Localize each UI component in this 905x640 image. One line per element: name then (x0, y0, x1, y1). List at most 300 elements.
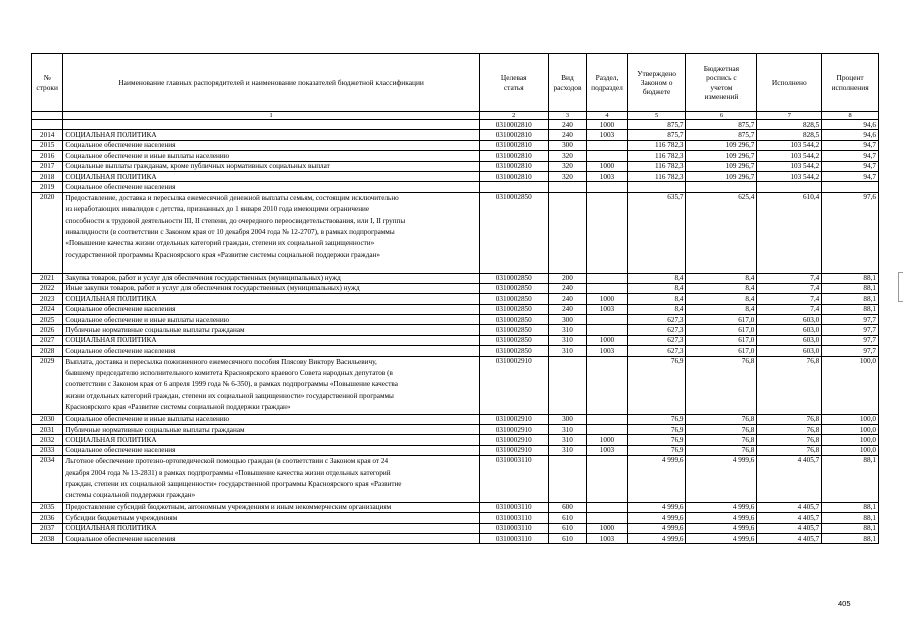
section-code: 1003 (587, 171, 628, 181)
target-article: 0310003110 (479, 502, 548, 512)
approved-amount: 8,4 (627, 304, 686, 314)
expense-type: 240 (548, 294, 587, 304)
execution-percent: 88,1 (822, 534, 879, 544)
executed-amount: 76,8 (757, 414, 822, 424)
table-row (32, 304, 879, 314)
header-line: бюджете (642, 87, 671, 97)
row-number: 2025 (32, 315, 63, 325)
header-line: Наименование главных распорядителей и наименование показателей бюджетной классификации (118, 77, 424, 87)
row-number: 2018 (32, 171, 63, 181)
approved-amount: 76,9 (627, 435, 686, 445)
row-number: 2016 (32, 151, 63, 161)
approved-amount: 627,3 (627, 346, 686, 356)
row-number: 2022 (32, 283, 63, 293)
target-article: 0310002850 (479, 315, 548, 325)
header-row-number (32, 54, 63, 112)
section-code (587, 414, 628, 424)
approved-amount: 875,7 (627, 130, 686, 140)
row-number: 2027 (32, 335, 63, 345)
table-row (32, 273, 879, 283)
row-number: 2026 (32, 325, 63, 335)
expense-type: 600 (548, 502, 587, 512)
target-article: 0310002810 (479, 140, 548, 150)
approved-amount: 8,4 (627, 294, 686, 304)
row-description: Социальное обеспечение и иные выплаты населению (63, 151, 479, 161)
execution-percent: 97,7 (822, 325, 879, 335)
schedule-amount: 76,8 (686, 356, 757, 414)
target-article (479, 182, 548, 192)
column-number: 1 (63, 112, 479, 120)
approved-amount: 116 782,3 (627, 171, 686, 181)
target-article: 0310003110 (479, 523, 548, 533)
row-description (63, 192, 479, 273)
execution-percent: 100,0 (822, 356, 879, 414)
schedule-amount (686, 182, 757, 192)
execution-percent: 94,7 (822, 151, 879, 161)
table-body (32, 120, 879, 544)
table-row (32, 140, 879, 150)
target-article: 0310002910 (479, 435, 548, 445)
approved-amount: 627,3 (627, 315, 686, 325)
target-article: 0310002850 (479, 304, 548, 314)
executed-amount: 603,0 (757, 325, 822, 335)
header-section (587, 54, 628, 112)
target-article: 0310003110 (479, 513, 548, 523)
section-code: 1000 (587, 335, 628, 345)
schedule-amount: 4 999,6 (686, 502, 757, 512)
row-description: Социальные выплаты гражданам, кроме публичных нормативных социальных выплат (63, 161, 479, 171)
target-article: 0310002810 (479, 161, 548, 171)
table-row (32, 130, 879, 140)
row-number: 2019 (32, 182, 63, 192)
row-number: 2031 (32, 425, 63, 435)
row-description (63, 456, 479, 503)
executed-amount: 103 544,2 (757, 151, 822, 161)
row-number: 2015 (32, 140, 63, 150)
column-number: 8 (822, 112, 879, 120)
row-description: Социальное обеспечение населения (63, 346, 479, 356)
description-line: декабря 2004 года № 13-2831) в рамках подпрограммы «Повышение качества жизни отдельных категорий (65, 468, 391, 477)
table-row (32, 534, 879, 544)
row-description: Иные закупки товаров, работ и услуг для обеспечения государственных (муниципальных) нужд (63, 283, 479, 293)
schedule-amount: 76,8 (686, 435, 757, 445)
row-number (32, 120, 63, 130)
execution-percent: 100,0 (822, 435, 879, 445)
table-row (32, 283, 879, 293)
executed-amount: 4 405,7 (757, 456, 822, 503)
section-code (587, 283, 628, 293)
execution-percent: 97,7 (822, 346, 879, 356)
row-description: Предоставление субсидий бюджетным, автономным учреждениям и иным некоммерческим организациям (63, 502, 479, 512)
approved-amount: 76,9 (627, 414, 686, 424)
row-description: Социальное обеспечение населения (63, 304, 479, 314)
executed-amount: 610,4 (757, 192, 822, 273)
table-row (32, 294, 879, 304)
header-line: Процент (836, 73, 864, 83)
description-line: государственной программы Красноярского края «Развитие системы социальной поддержки граждан» (65, 250, 380, 259)
row-description: Публичные нормативные социальные выплаты гражданам (63, 325, 479, 335)
target-article: 0310002910 (479, 356, 548, 414)
description-line: Красноярского края «Развитие системы социальной поддержки граждан» (65, 403, 291, 412)
target-article: 0310002850 (479, 325, 548, 335)
approved-amount: 116 782,3 (627, 140, 686, 150)
header-line: расходов (553, 82, 582, 92)
table-row (32, 161, 879, 171)
execution-percent: 97,7 (822, 335, 879, 345)
section-code (587, 151, 628, 161)
table-row (32, 502, 879, 512)
header-approved (627, 54, 686, 112)
row-description: СОЦИАЛЬНАЯ ПОЛИТИКА (63, 435, 479, 445)
section-code: 1000 (587, 523, 628, 533)
expense-type: 320 (548, 161, 587, 171)
row-description: Социальное обеспечение и иные выплаты населению (63, 315, 479, 325)
row-number: 2032 (32, 435, 63, 445)
section-code (587, 273, 628, 283)
description-line: Выплата, доставка и пересылка пожизненного ежемесячного пособия Плясову Виктору Васильевичу, (65, 357, 377, 366)
execution-percent (822, 182, 879, 192)
header-line: Вид (561, 73, 574, 83)
approved-amount: 4 999,6 (627, 502, 686, 512)
target-article: 0310003110 (479, 534, 548, 544)
target-article: 0310002910 (479, 445, 548, 455)
row-description: Закупка товаров, работ и услуг для обеспечения государственных (муниципальных) нужд (63, 273, 479, 283)
execution-percent: 94,7 (822, 140, 879, 150)
target-article: 0310002850 (479, 273, 548, 283)
row-number: 2033 (32, 445, 63, 455)
description-line: Льготное обеспечение протезно-ортопедической помощью граждан (в соответствии с Законом края от 24 (65, 457, 389, 466)
target-article: 0310002810 (479, 130, 548, 140)
row-description: Социальное обеспечение населения (63, 182, 479, 192)
approved-amount: 8,4 (627, 283, 686, 293)
description-line: «Повышение качества жизни отдельных категорий граждан, степени их социальной защищенности» (65, 239, 375, 248)
description-line: Предоставление, доставка и пересылка ежемесячной денежной выплаты семьям, состоящим исключительно (65, 193, 399, 202)
execution-percent: 94,6 (822, 130, 879, 140)
header-line: роспись с (706, 73, 737, 83)
section-code (587, 456, 628, 503)
executed-amount: 103 544,2 (757, 140, 822, 150)
header-line: Бюджетная (703, 64, 740, 73)
page-number: 405 (838, 599, 851, 608)
row-description: Субсидии бюджетным учреждениям (63, 513, 479, 523)
row-description: СОЦИАЛЬНАЯ ПОЛИТИКА (63, 171, 479, 181)
schedule-amount: 109 296,7 (686, 151, 757, 161)
execution-percent: 88,1 (822, 523, 879, 533)
header-executed (757, 54, 822, 112)
header-line: учетом (710, 82, 733, 92)
row-description: СОЦИАЛЬНАЯ ПОЛИТИКА (63, 523, 479, 533)
executed-amount: 7,4 (757, 283, 822, 293)
target-article: 0310002850 (479, 192, 548, 273)
row-number: 2038 (32, 534, 63, 544)
schedule-amount: 76,8 (686, 425, 757, 435)
target-article: 0310002910 (479, 425, 548, 435)
expense-type: 300 (548, 140, 587, 150)
executed-amount: 603,0 (757, 346, 822, 356)
expense-type: 240 (548, 304, 587, 314)
row-description (63, 356, 479, 414)
schedule-amount: 76,8 (686, 414, 757, 424)
table-row (32, 513, 879, 523)
expense-type: 240 (548, 283, 587, 293)
row-number: 2036 (32, 513, 63, 523)
section-code: 1003 (587, 304, 628, 314)
table-row (32, 325, 879, 335)
expense-type (548, 356, 587, 414)
executed-amount: 603,0 (757, 315, 822, 325)
executed-amount: 4 405,7 (757, 502, 822, 512)
header-line: строки (36, 82, 58, 92)
header-line: Утверждено (637, 68, 676, 78)
schedule-amount: 617,0 (686, 346, 757, 356)
margin-mark (898, 272, 903, 302)
executed-amount: 76,8 (757, 356, 822, 414)
column-number: 2 (479, 112, 548, 120)
schedule-amount: 625,4 (686, 192, 757, 273)
expense-type: 310 (548, 325, 587, 335)
description-line: системы социальной поддержки граждан» (65, 491, 196, 500)
header-target-article (479, 54, 548, 112)
row-number: 2028 (32, 346, 63, 356)
column-number: 6 (686, 112, 757, 120)
row-description: СОЦИАЛЬНАЯ ПОЛИТИКА (63, 294, 479, 304)
expense-type: 240 (548, 120, 587, 130)
schedule-amount: 617,0 (686, 335, 757, 345)
target-article: 0310002810 (479, 120, 548, 130)
description-line: соответствии с Законом края от 6 апреля 1999 года № 6-350), в рамках подпрограммы «Повышение качества (65, 380, 398, 389)
expense-type (548, 192, 587, 273)
section-code (587, 513, 628, 523)
executed-amount: 828,5 (757, 130, 822, 140)
row-number: 2021 (32, 273, 63, 283)
executed-amount: 4 405,7 (757, 523, 822, 533)
execution-percent: 88,1 (822, 502, 879, 512)
section-code: 1000 (587, 120, 628, 130)
target-article: 0310002850 (479, 283, 548, 293)
column-number: 4 (587, 112, 628, 120)
expense-type: 610 (548, 513, 587, 523)
section-code (587, 356, 628, 414)
table-row (32, 182, 879, 192)
executed-amount: 7,4 (757, 294, 822, 304)
section-code (587, 325, 628, 335)
execution-percent: 94,6 (822, 120, 879, 130)
row-number: 2020 (32, 192, 63, 273)
schedule-amount: 875,7 (686, 130, 757, 140)
expense-type: 310 (548, 425, 587, 435)
table-row (32, 523, 879, 533)
schedule-amount: 4 999,6 (686, 523, 757, 533)
target-article: 0310003110 (479, 456, 548, 503)
header-line: Исполнено (771, 77, 807, 87)
approved-amount: 4 999,6 (627, 513, 686, 523)
expense-type: 310 (548, 335, 587, 345)
expense-type: 320 (548, 171, 587, 181)
row-description: Публичные нормативные социальные выплаты гражданам (63, 425, 479, 435)
schedule-amount: 4 999,6 (686, 456, 757, 503)
header-row (32, 54, 879, 112)
execution-percent: 88,1 (822, 273, 879, 283)
approved-amount: 76,9 (627, 425, 686, 435)
executed-amount: 7,4 (757, 304, 822, 314)
approved-amount: 76,9 (627, 356, 686, 414)
target-article: 0310002850 (479, 294, 548, 304)
section-code: 1000 (587, 294, 628, 304)
executed-amount: 76,8 (757, 435, 822, 445)
approved-amount: 4 999,6 (627, 523, 686, 533)
header-line: изменений (704, 91, 739, 101)
execution-percent: 100,0 (822, 414, 879, 424)
row-description: Социальное обеспечение населения (63, 534, 479, 544)
table-row (32, 120, 879, 130)
expense-type: 310 (548, 445, 587, 455)
execution-percent: 100,0 (822, 445, 879, 455)
section-code (587, 192, 628, 273)
expense-type (548, 456, 587, 503)
approved-amount: 76,9 (627, 445, 686, 455)
approved-amount: 4 999,6 (627, 534, 686, 544)
executed-amount (757, 182, 822, 192)
execution-percent: 94,7 (822, 161, 879, 171)
schedule-amount: 8,4 (686, 283, 757, 293)
header-name (63, 54, 479, 112)
section-code (587, 140, 628, 150)
target-article: 0310002910 (479, 414, 548, 424)
expense-type: 610 (548, 534, 587, 544)
approved-amount: 116 782,3 (627, 151, 686, 161)
section-code: 1003 (587, 534, 628, 544)
section-code: 1000 (587, 435, 628, 445)
table-row (32, 171, 879, 181)
approved-amount: 627,3 (627, 325, 686, 335)
description-line: бывшему председателю исполнительного комитета Красноярского краевого Совета народных депутатов (в (65, 369, 393, 378)
header-line: статья (503, 82, 524, 92)
section-code: 1003 (587, 445, 628, 455)
approved-amount: 875,7 (627, 120, 686, 130)
executed-amount: 4 405,7 (757, 513, 822, 523)
section-code (587, 182, 628, 192)
executed-amount: 103 544,2 (757, 171, 822, 181)
header-line: исполнения (831, 82, 869, 92)
row-number: 2029 (32, 356, 63, 414)
expense-type: 300 (548, 315, 587, 325)
row-description (63, 120, 479, 130)
expense-type: 200 (548, 273, 587, 283)
schedule-amount: 8,4 (686, 273, 757, 283)
approved-amount: 8,4 (627, 273, 686, 283)
table-row (32, 435, 879, 445)
row-number: 2023 (32, 294, 63, 304)
column-number-row (32, 112, 879, 120)
table-row (32, 192, 879, 273)
header-line: Законом о (640, 77, 673, 87)
target-article: 0310002810 (479, 171, 548, 181)
executed-amount: 4 405,7 (757, 534, 822, 544)
approved-amount: 635,7 (627, 192, 686, 273)
schedule-amount: 109 296,7 (686, 140, 757, 150)
execution-percent: 94,7 (822, 171, 879, 181)
row-description: Социальное обеспечение населения (63, 140, 479, 150)
header-line: Целевая (500, 73, 527, 83)
executed-amount: 76,8 (757, 445, 822, 455)
execution-percent: 88,1 (822, 283, 879, 293)
section-code (587, 425, 628, 435)
column-number (32, 112, 63, 120)
row-description: Социальное обеспечение и иные выплаты населению (63, 414, 479, 424)
target-article: 0310002850 (479, 335, 548, 345)
schedule-amount: 617,0 (686, 325, 757, 335)
executed-amount: 603,0 (757, 335, 822, 345)
column-number: 3 (548, 112, 587, 120)
expense-type: 240 (548, 130, 587, 140)
execution-percent: 97,7 (822, 315, 879, 325)
table-row (32, 346, 879, 356)
expense-type: 320 (548, 151, 587, 161)
column-number: 7 (757, 112, 822, 120)
schedule-amount: 8,4 (686, 304, 757, 314)
execution-percent: 88,1 (822, 304, 879, 314)
execution-percent: 88,1 (822, 513, 879, 523)
execution-percent: 100,0 (822, 425, 879, 435)
header-schedule (686, 54, 757, 112)
expense-type: 310 (548, 346, 587, 356)
table-row (32, 315, 879, 325)
row-number: 2030 (32, 414, 63, 424)
description-line: из неработающих инвалидов с детства, признанных до 1 января 2010 года имеющими ограничение (65, 205, 370, 214)
row-number: 2017 (32, 161, 63, 171)
section-code: 1000 (587, 161, 628, 171)
schedule-amount: 76,8 (686, 445, 757, 455)
table-row (32, 335, 879, 345)
row-number: 2024 (32, 304, 63, 314)
approved-amount: 4 999,6 (627, 456, 686, 503)
executed-amount: 76,8 (757, 425, 822, 435)
section-code (587, 315, 628, 325)
row-number: 2037 (32, 523, 63, 533)
target-article: 0310002810 (479, 151, 548, 161)
table-row (32, 445, 879, 455)
approved-amount: 116 782,3 (627, 161, 686, 171)
schedule-amount: 4 999,6 (686, 513, 757, 523)
header-line: Раздел, (595, 73, 619, 83)
execution-percent: 97,6 (822, 192, 879, 273)
row-number: 2014 (32, 130, 63, 140)
schedule-amount: 617,0 (686, 315, 757, 325)
header-expense-type (548, 54, 587, 112)
schedule-amount: 875,7 (686, 120, 757, 130)
executed-amount: 828,5 (757, 120, 822, 130)
row-description: СОЦИАЛЬНАЯ ПОЛИТИКА (63, 335, 479, 345)
description-line: инвалидности (в соответствии с Законом края от 10 декабря 2004 года № 12-2707), в рамках подпрограммы (65, 227, 395, 236)
row-number: 2035 (32, 502, 63, 512)
expense-type: 310 (548, 435, 587, 445)
execution-percent: 88,1 (822, 456, 879, 503)
executed-amount: 7,4 (757, 273, 822, 283)
expense-type (548, 182, 587, 192)
table-row (32, 414, 879, 424)
description-line: граждан, степени их социальной защищенности» государственной программы Красноярского края «Развитие (65, 480, 402, 489)
section-code: 1003 (587, 346, 628, 356)
table-row (32, 356, 879, 414)
budget-execution-table (31, 53, 879, 544)
section-code (587, 502, 628, 512)
approved-amount: 627,3 (627, 335, 686, 345)
section-code: 1003 (587, 130, 628, 140)
executed-amount: 103 544,2 (757, 161, 822, 171)
column-number: 5 (627, 112, 686, 120)
schedule-amount: 109 296,7 (686, 161, 757, 171)
row-description: Социальное обеспечение населения (63, 445, 479, 455)
